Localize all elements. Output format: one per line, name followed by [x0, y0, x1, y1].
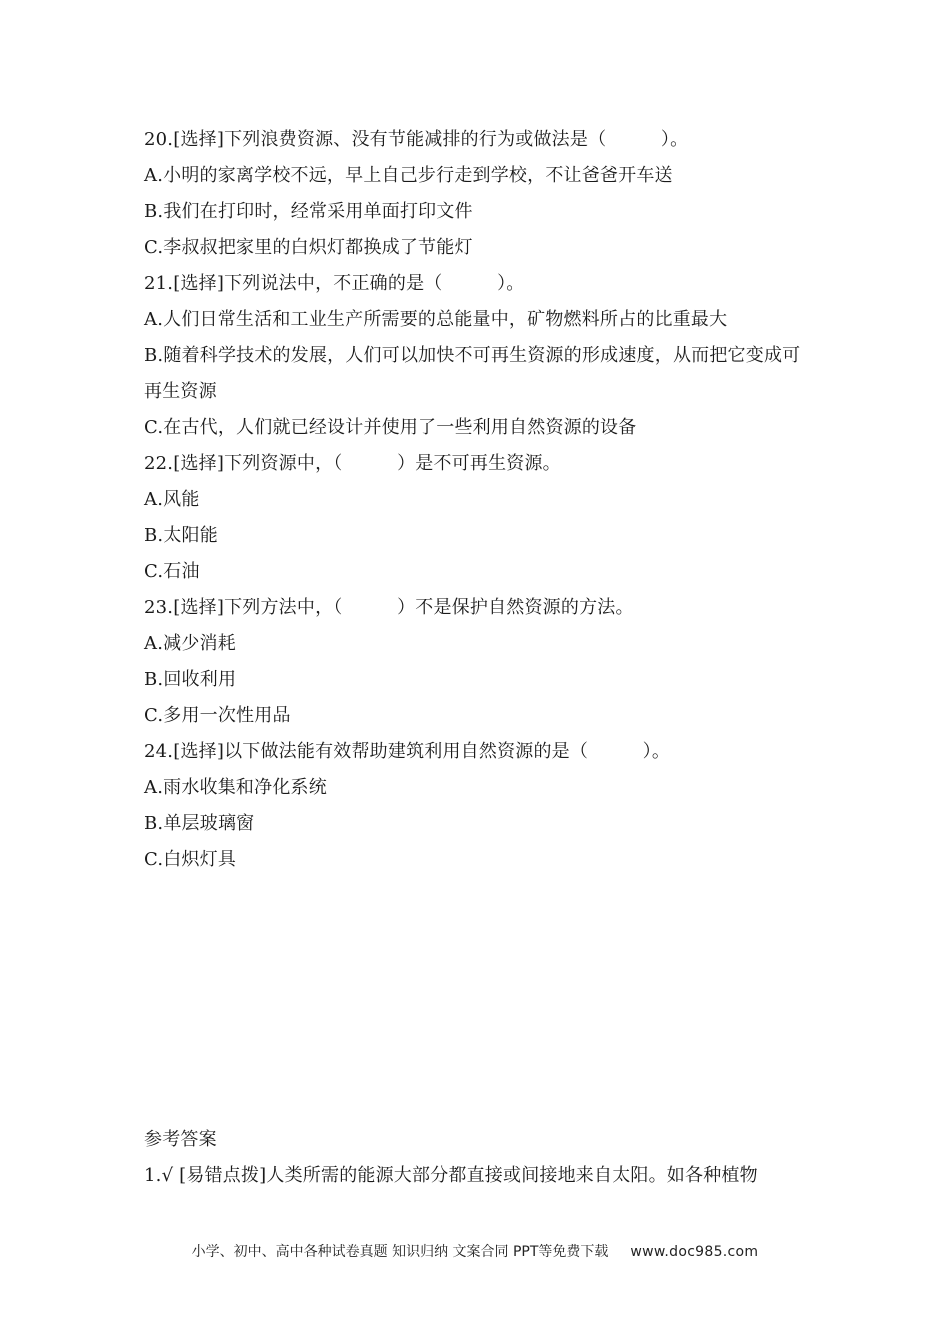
option-b: B.我们在打印时，经常采用单面打印文件: [144, 201, 473, 222]
option-c: C.在古代，人们就已经设计并使用了一些利用自然资源的设备: [144, 417, 637, 438]
option-b: B.随着科学技术的发展，人们可以加快不可再生资源的形成速度，从而把它变成可再生资源: [144, 345, 801, 402]
footer-text: 小学、初中、高中各种试卷真题 知识归纳 文案合同 PPT等免费下载: [191, 1244, 609, 1260]
option-c: C.石油: [144, 561, 200, 582]
question-21: [144, 266, 816, 446]
option-b: B.太阳能: [144, 525, 218, 546]
option-a: A.人们日常生活和工业生产所需要的总能量中，矿物燃料所占的比重最大: [144, 309, 728, 330]
question-24: [144, 734, 816, 878]
answer-1: 1.√ [易错点拨]人类所需的能源大部分都直接或间接地来自太阳。如各种植物: [144, 1165, 758, 1186]
answers-heading: 参考答案: [144, 1129, 217, 1150]
option-b: B.回收利用: [144, 669, 237, 690]
option-c: C.李叔叔把家里的白炽灯都换成了节能灯: [144, 237, 473, 258]
option-a: A.小明的家离学校不远，早上自己步行走到学校，不让爸爸开车送: [144, 165, 673, 186]
question-stem: 23.[选择]下列方法中，（ ）不是保护自然资源的方法。: [144, 597, 634, 618]
page-footer: [0, 1241, 950, 1261]
answers-section: [144, 1122, 816, 1194]
question-stem: 20.[选择]下列浪费资源、没有节能减排的行为或做法是（ ）。: [144, 129, 689, 150]
option-b: B.单层玻璃窗: [144, 813, 255, 834]
option-a: A.减少消耗: [144, 633, 236, 654]
option-c: C.多用一次性用品: [144, 705, 291, 726]
question-stem: 21.[选择]下列说法中，不正确的是（ ）。: [144, 273, 525, 294]
footer-site-link[interactable]: www.doc985.com: [630, 1244, 759, 1260]
question-22: [144, 446, 816, 590]
option-a: A.风能: [144, 489, 200, 510]
question-stem: 24.[选择]以下做法能有效帮助建筑利用自然资源的是（ ）。: [144, 741, 671, 762]
option-c: C.白炽灯具: [144, 849, 237, 870]
questions-section: [144, 122, 816, 878]
question-20: [144, 122, 816, 266]
question-23: [144, 590, 816, 734]
question-stem: 22.[选择]下列资源中，（ ）是不可再生资源。: [144, 453, 561, 474]
option-a: A.雨水收集和净化系统: [144, 777, 327, 798]
